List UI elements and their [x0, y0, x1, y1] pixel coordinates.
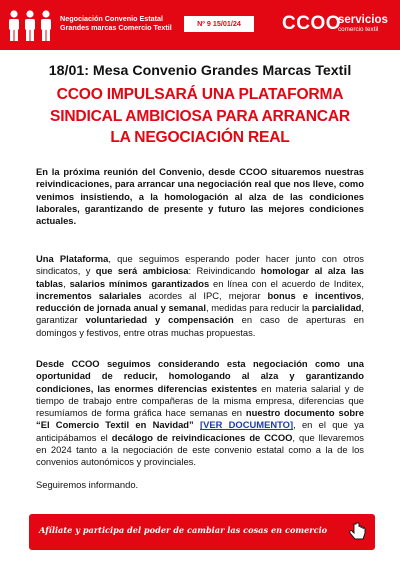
paragraph-segment: Desde CCOO seguimos considerando esta negociación como una oportunidad de reducir, homologando al alza y garantizando condiciones, las enormes diferencias existentes: [36, 358, 364, 394]
paragraph-segment: , garantizar: [36, 302, 364, 326]
paragraph-segment: nuestro documento sobre “El Comercio Textil en Navidad”: [36, 407, 365, 431]
paragraph-segment: voluntariedad y compensación: [85, 314, 234, 326]
issue-badge: Nº 9 15/01/24: [184, 16, 254, 32]
paragraph-segment: , medidas para reducir la: [205, 302, 312, 314]
paragraph-segment: reducción de jornada anual y semanal: [36, 302, 206, 314]
paragraph-segment: ,: [63, 277, 70, 289]
logo-servicios: servicios: [338, 14, 388, 26]
paragraph-segment: decálogo de reivindicaciones de CCOO: [111, 431, 293, 443]
paragraph-segment: , que llevaremos en 2024 tanto a la negociación de este convenio estatal como a la de los convenios autonómicos y provinciales.: [36, 431, 364, 468]
date-title: 18/01: Mesa Convenio Grandes Marcas Textil: [48, 63, 352, 79]
header-banner: [0, 0, 400, 50]
footer-slogan: Afíliate y participa del poder de cambiar las cosas en comercio: [39, 525, 328, 535]
title-line-2: Grandes marcas Comercio Textil: [60, 23, 172, 32]
newsletter-title: [60, 14, 172, 32]
paragraph-segment: Una Plataforma: [36, 253, 109, 264]
paragraph-segment: acordes al IPC, mejorar: [141, 289, 268, 301]
headline: CCOO IMPULSARÁ UNA PLATAFORMA SINDICAL AMBICIOSA PARA ARRANCAR LA NEGOCIACIÓN REAL: [50, 86, 350, 146]
paragraph-segment: homologar al alza las tablas: [36, 265, 364, 289]
paragraph-segment: que será ambiciosa: [95, 265, 189, 277]
paragraph-segment: ,: [361, 289, 364, 301]
ver-documento-link[interactable]: [VER DOCUMENTO]: [200, 419, 294, 431]
closing-paragraph: Seguiremos informando.: [36, 479, 139, 490]
paragraph-segment: , en el que ya anticipábamos el: [36, 419, 365, 443]
paragraph-segment: parcialidad: [311, 302, 362, 314]
paragraph-segment: en línea con el acuerdo de Inditex,: [209, 277, 364, 289]
people-icon: [6, 9, 54, 43]
paragraph-segment: en materia salarial y de tiempo de trabajo entre compañeras de la misma empresa, diferencias que resumíamos de forma gráfica hace semanas en: [36, 382, 364, 419]
paragraph-segment: : Reivindicando: [188, 265, 261, 277]
paragraph-segment: , que seguimos esperando poder hacer junto con otros sindicatos, y: [36, 253, 364, 277]
platform-paragraph: [36, 253, 364, 339]
intro-paragraph: En la próxima reunión del Convenio, desde CCOO situaremos nuestras reivindicaciones, para arrancar una negociación real que nos lleve, como venimos insistiendo, a la homologación al alza de las condiciones laborales, garantizando de presente y futuro las mejores condiciones actuales.: [36, 166, 364, 227]
paragraph-segment: en caso de aperturas en domingos y festivos, entre otras muchas propuestas.: [36, 314, 365, 338]
logo-sub: comercio textil: [338, 26, 379, 33]
paragraph-segment: bonus e incentivos: [267, 289, 362, 301]
paragraph-segment: incrementos salariales: [36, 289, 142, 301]
footer-banner[interactable]: [29, 514, 375, 550]
paragraph-segment: salarios mínimos garantizados: [69, 277, 210, 289]
logo-ccoo: CCOO: [282, 13, 341, 34]
ccoo-logo: [282, 12, 394, 40]
title-line-1: Negociación Convenio Estatal: [60, 14, 164, 23]
pointer-hand-icon: [347, 521, 369, 543]
negotiation-paragraph: [36, 358, 364, 469]
